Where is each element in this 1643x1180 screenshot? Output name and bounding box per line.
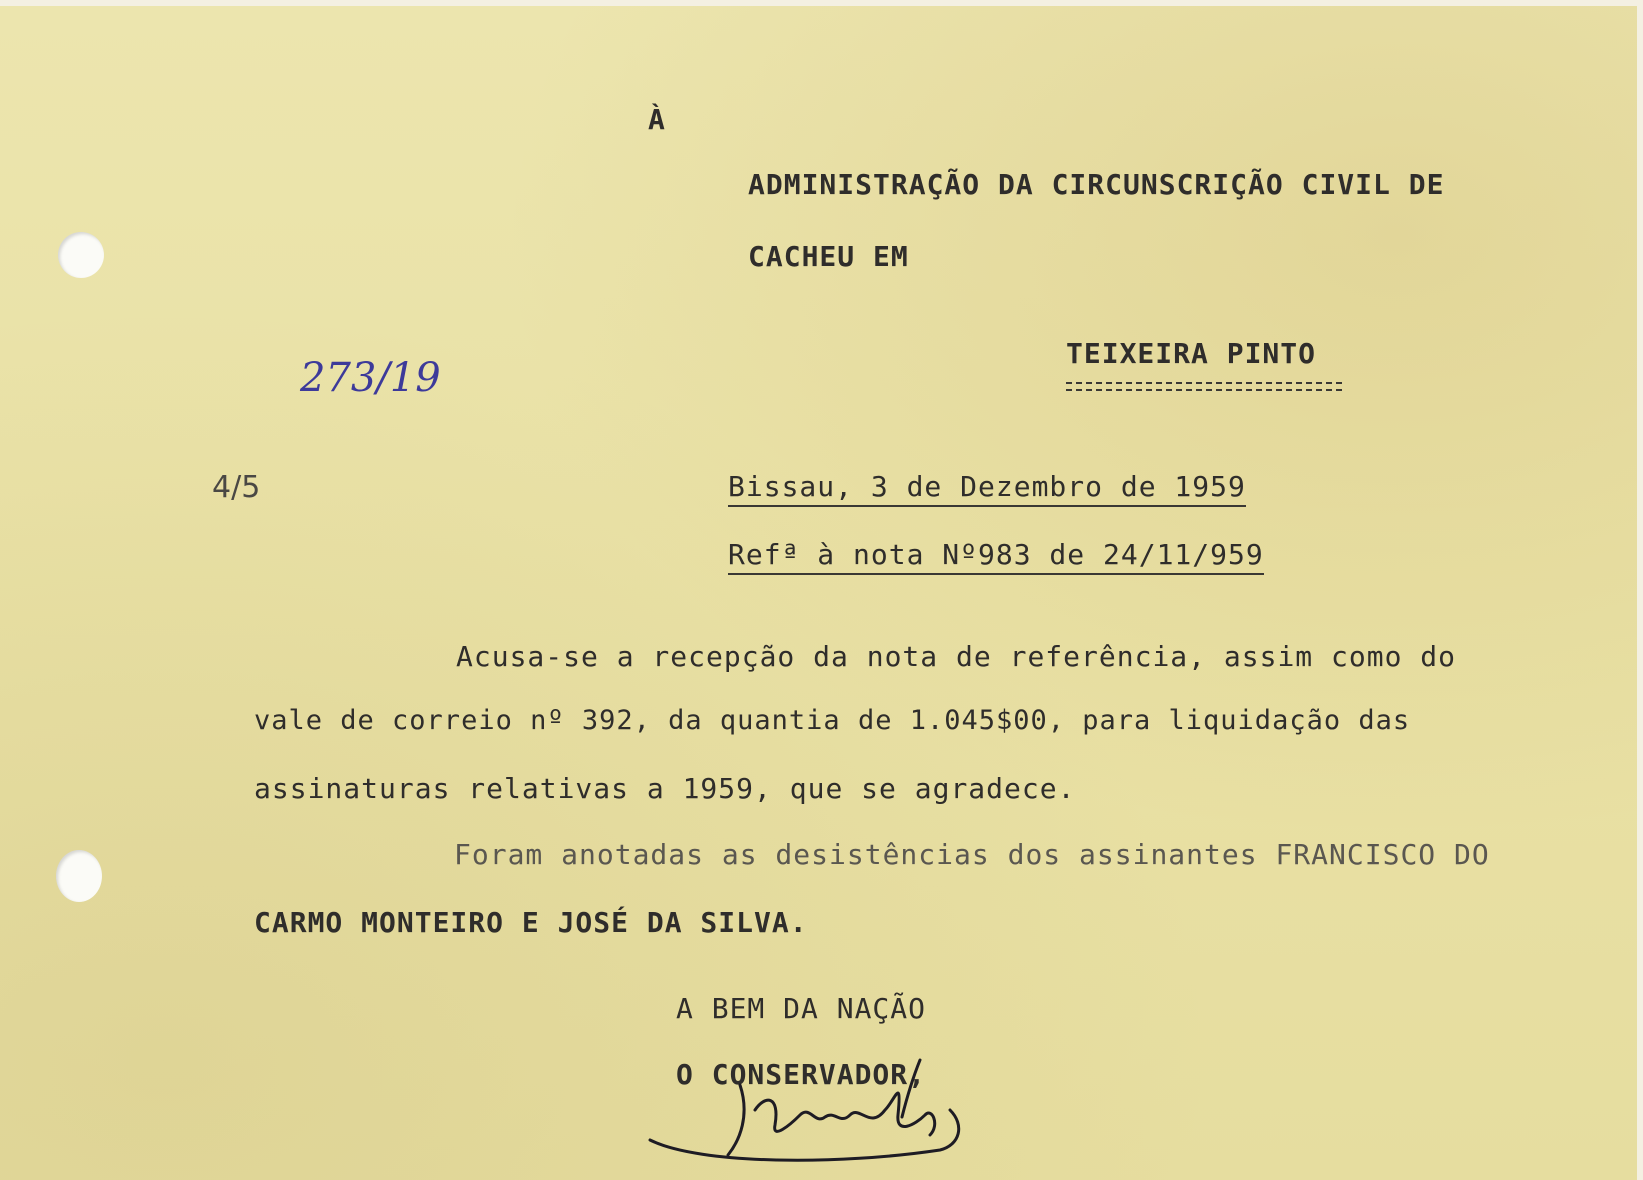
- signatory-title: O CONSERVADOR,: [676, 1058, 927, 1091]
- address-line-1: ADMINISTRAÇÃO DA CIRCUNSCRIÇÃO CIVIL DE: [748, 168, 1445, 201]
- body-line-3: assinaturas relativas a 1959, que se agradece.: [254, 772, 1076, 805]
- punch-hole-bottom: [56, 850, 102, 902]
- reference-line: Refª à nota Nº983 de 24/11/959: [728, 538, 1264, 575]
- body-line-2: vale de correio nº 392, da quantia de 1.045$00, para liquidação das: [254, 705, 1411, 736]
- handwritten-number: 273/19: [300, 355, 441, 401]
- paper-edge-top: [0, 0, 1643, 6]
- address-city: TEIXEIRA PINTO: [1066, 337, 1317, 370]
- city-double-underline: [1066, 382, 1342, 384]
- paper-edge-right: [1637, 0, 1643, 1180]
- body-line-1: Acusa-se a recepção da nota de referência, assim como do: [456, 640, 1457, 673]
- city-double-underline-2: [1066, 389, 1342, 391]
- body-line-4: Foram anotadas as desistências dos assinantes FRANCISCO DO: [454, 838, 1490, 871]
- handwritten-signature: [640, 1055, 970, 1175]
- body-line-5: CARMO MONTEIRO E JOSÉ DA SILVA.: [254, 906, 808, 939]
- salutation: À: [648, 103, 666, 136]
- closing: A BEM DA NAÇÃO: [676, 992, 927, 1025]
- place-date: Bissau, 3 de Dezembro de 1959: [728, 470, 1246, 507]
- address-line-2: CACHEU EM: [748, 240, 909, 273]
- punch-hole-top: [58, 232, 104, 278]
- file-number: 4/5: [212, 470, 261, 505]
